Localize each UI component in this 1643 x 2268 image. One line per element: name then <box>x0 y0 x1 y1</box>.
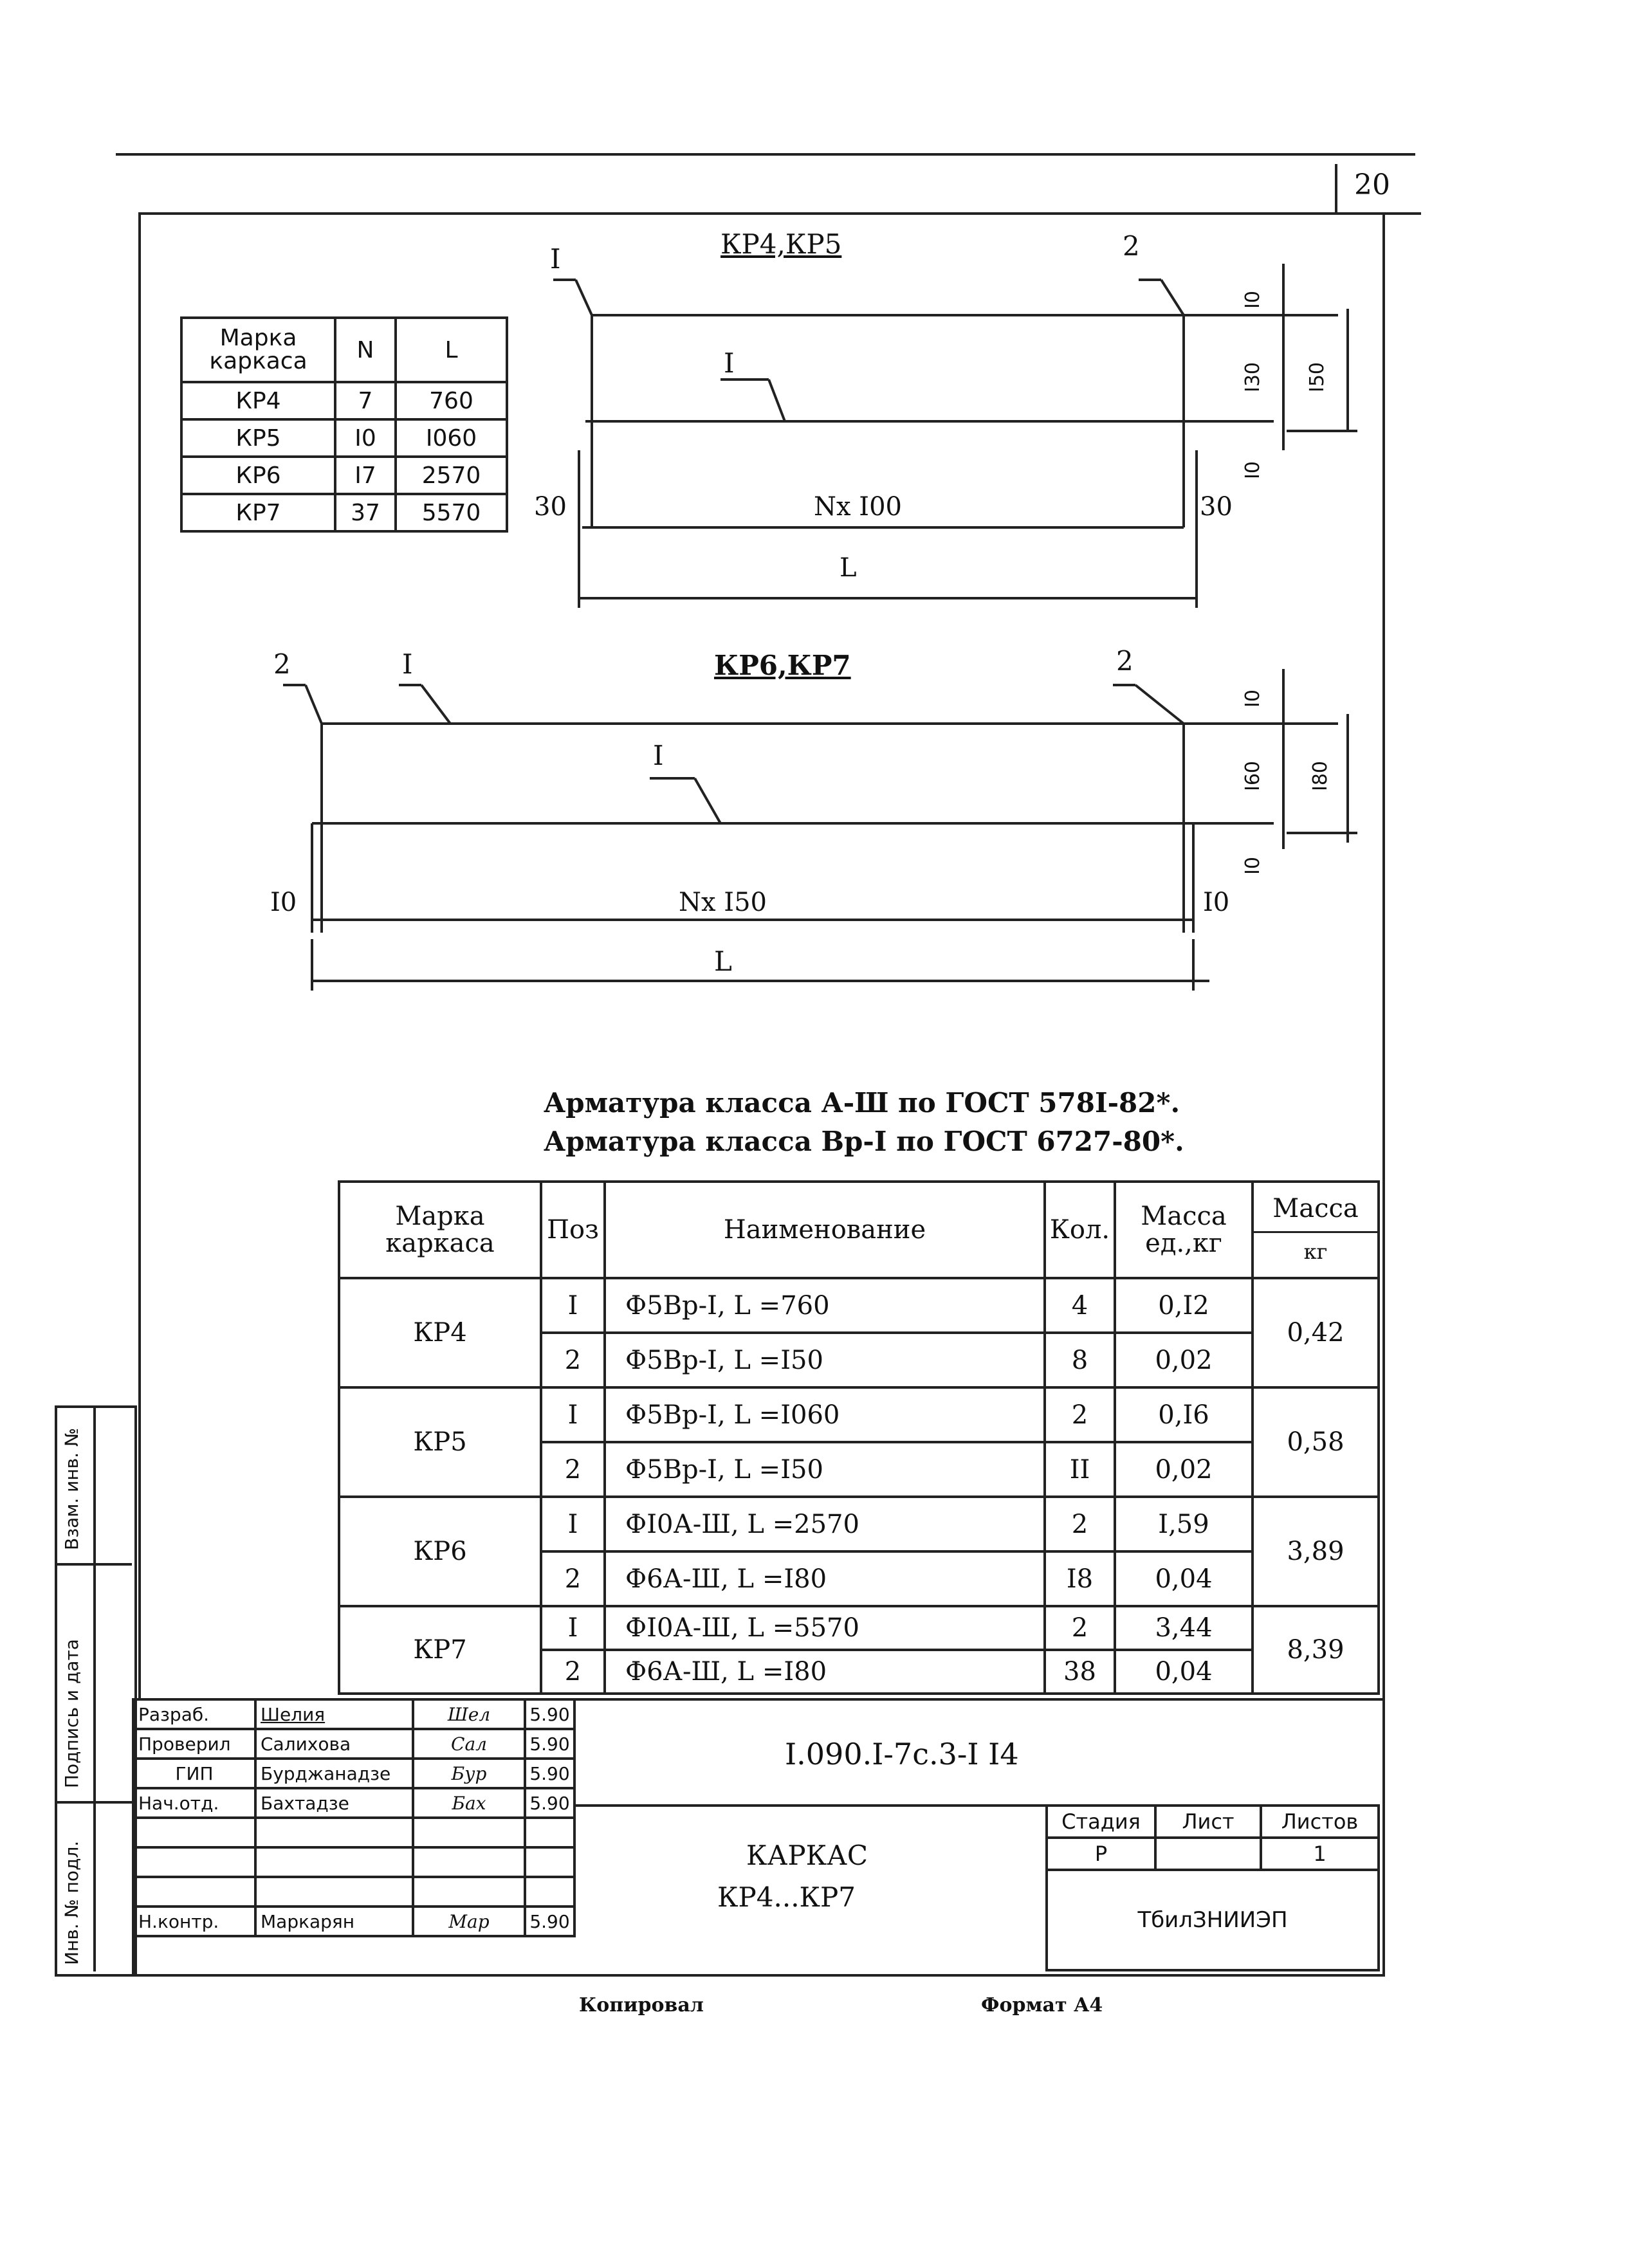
spec-name: Ф6А-Ш, L =I80 <box>605 1650 1045 1694</box>
stage-value: Р <box>1047 1838 1155 1870</box>
signature-table <box>132 1698 576 1937</box>
spec-unit-mass: 0,I2 <box>1115 1278 1253 1333</box>
spec-pos: 2 <box>541 1551 605 1606</box>
side-label-original-inv: Инв. № подл. <box>61 1840 82 1965</box>
spec-unit-mass: 3,44 <box>1115 1606 1253 1650</box>
sheets-value: 1 <box>1261 1838 1379 1870</box>
spec-name: Ф6А-Ш, L =I80 <box>605 1551 1045 1606</box>
spec-mark: КР4 <box>339 1278 541 1387</box>
spec-qty: I8 <box>1045 1551 1115 1606</box>
drawing1-dim-right: 30 <box>1200 492 1233 522</box>
drawing2-dim-top: I0 <box>1242 690 1264 708</box>
side-strip-divider <box>55 1563 132 1566</box>
key-header-l: L <box>445 336 458 363</box>
drawing2-callout: I <box>653 740 664 771</box>
top-border-line <box>116 153 1415 156</box>
document-code: I.090.I-7с.3-I I4 <box>785 1737 1019 1771</box>
drawing1-dim-length: L <box>840 553 857 583</box>
key-cell: КР5 <box>181 419 335 457</box>
spec-header-qty: Кол. <box>1045 1182 1115 1278</box>
drawing2-callout: I <box>402 648 413 680</box>
drawing-title-line2: КР4...КР7 <box>717 1881 856 1913</box>
spec-qty: 2 <box>1045 1606 1115 1650</box>
spec-pos: I <box>541 1387 605 1442</box>
spec-qty: 2 <box>1045 1387 1115 1442</box>
note-rebar-class-vr1: Арматура класса Вр-I по ГОСТ 6727-80*. <box>544 1126 1184 1157</box>
organization: ТбилЗНИИЭП <box>1047 1870 1379 1970</box>
footer-copied: Копировал <box>579 1994 704 2017</box>
spec-pos: 2 <box>541 1650 605 1694</box>
key-cell: 760 <box>396 382 507 419</box>
spec-qty: 2 <box>1045 1497 1115 1551</box>
key-cell: 7 <box>335 382 396 419</box>
spec-mass: 0,42 <box>1253 1278 1379 1387</box>
drawing2-dim-middle: I60 <box>1242 760 1264 791</box>
key-cell: 37 <box>335 494 396 531</box>
spec-header-mass <box>1253 1182 1379 1278</box>
spec-name: Ф5Вр-I, L =I060 <box>605 1387 1045 1442</box>
sig-role: Нач.отд. <box>133 1788 255 1818</box>
spec-mark: КР5 <box>339 1387 541 1497</box>
sig-name: Бахтадзе <box>255 1788 413 1818</box>
page-number: 20 <box>1354 169 1390 201</box>
drawing1-callout: I <box>550 243 561 275</box>
sig-date: 5.90 <box>525 1699 574 1729</box>
key-cell: 5570 <box>396 494 507 531</box>
drawing2-dim-bottom: I0 <box>1242 857 1264 875</box>
spec-pos: 2 <box>541 1333 605 1387</box>
sig-name: Бурджанадзе <box>255 1759 413 1788</box>
key-table <box>180 316 508 533</box>
spec-mass: 3,89 <box>1253 1497 1379 1606</box>
spec-qty: 4 <box>1045 1278 1115 1333</box>
spec-header-name: Наименование <box>605 1182 1045 1278</box>
specification-table <box>338 1180 1380 1695</box>
key-cell: I060 <box>396 419 507 457</box>
spec-name: Ф5Вр-I, L =I50 <box>605 1442 1045 1497</box>
drawing-title-line1: КАРКАС <box>746 1840 868 1871</box>
spec-header-mass-label: Масса <box>1272 1193 1359 1223</box>
sig-role: ГИП <box>133 1759 255 1788</box>
spec-unit-mass: 0,02 <box>1115 1442 1253 1497</box>
sig-date: 5.90 <box>525 1729 574 1759</box>
spec-unit-mass: 0,02 <box>1115 1333 1253 1387</box>
drawing2-dim-right: I0 <box>1203 888 1230 917</box>
spec-name: Ф5Вр-I, L =I50 <box>605 1333 1045 1387</box>
side-strip-divider <box>55 1801 132 1804</box>
spec-mark: КР6 <box>339 1497 541 1606</box>
key-cell: КР4 <box>181 382 335 419</box>
drawing1-dim-left: 30 <box>534 492 567 522</box>
spec-header-pos: Поз <box>541 1182 605 1278</box>
footer-format: Формат А4 <box>981 1994 1103 2017</box>
drawing1-dim-middle: I30 <box>1242 361 1264 392</box>
spec-pos: I <box>541 1606 605 1650</box>
spec-unit-mass: I,59 <box>1115 1497 1253 1551</box>
drawing1-dim-top: I0 <box>1242 291 1264 309</box>
drawing2-title: КР6,КР7 <box>714 650 851 681</box>
key-cell: 2570 <box>396 457 507 494</box>
drawing1-title: КР4,КР5 <box>721 228 842 260</box>
sheets-label: Листов <box>1261 1806 1379 1838</box>
drawing2-dim-left: I0 <box>270 888 297 917</box>
signature: Бах <box>413 1788 525 1818</box>
spec-unit-mass: 0,04 <box>1115 1551 1253 1606</box>
spec-pos: I <box>541 1497 605 1551</box>
sig-role: Разраб. <box>133 1699 255 1729</box>
drawing2-callout: 2 <box>1116 645 1134 677</box>
spec-name: Ф5Вр-I, L =760 <box>605 1278 1045 1333</box>
spec-qty: II <box>1045 1442 1115 1497</box>
drawing1-dim-center: Nx I00 <box>814 492 902 522</box>
sheet-label: Лист <box>1155 1806 1261 1838</box>
sig-name: Салихова <box>255 1729 413 1759</box>
signature: Мар <box>413 1907 525 1936</box>
sig-name: Шелия <box>255 1699 413 1729</box>
drawing2-dim-total: I80 <box>1309 760 1332 791</box>
sheet-value <box>1155 1838 1261 1870</box>
spec-unit-mass: 0,04 <box>1115 1650 1253 1694</box>
spec-qty: 8 <box>1045 1333 1115 1387</box>
sig-date: 5.90 <box>525 1788 574 1818</box>
spec-mark: КР7 <box>339 1606 541 1694</box>
key-cell: КР7 <box>181 494 335 531</box>
key-cell: I7 <box>335 457 396 494</box>
cage-drawing-kp4-kp5 <box>515 238 1402 624</box>
drawing1-dim-bottom: I0 <box>1242 461 1264 479</box>
spec-header-unit-mass: Масса ед.,кг <box>1115 1182 1253 1278</box>
spec-mass: 8,39 <box>1253 1606 1379 1694</box>
spec-header-mark: Марка каркаса <box>339 1182 541 1278</box>
spec-mass: 0,58 <box>1253 1387 1379 1497</box>
spec-name: ФI0А-Ш, L =5570 <box>605 1606 1045 1650</box>
spec-unit-mass: 0,I6 <box>1115 1387 1253 1442</box>
key-header-mark: Марка каркаса <box>209 325 307 374</box>
signature: Бур <box>413 1759 525 1788</box>
drawing1-callout: 2 <box>1123 230 1140 262</box>
stage-table <box>1045 1804 1380 1971</box>
spec-qty: 38 <box>1045 1650 1115 1694</box>
side-label-signature-date: Подпись и дата <box>61 1639 82 1788</box>
signature: Сал <box>413 1729 525 1759</box>
sig-role: Н.контр. <box>133 1907 255 1936</box>
key-cell: КР6 <box>181 457 335 494</box>
sig-name: Маркарян <box>255 1907 413 1936</box>
key-header-n: N <box>356 336 374 363</box>
drawing2-callout: 2 <box>273 648 291 680</box>
side-label-replaced-inv: Взам. инв. № <box>61 1427 82 1550</box>
drawing1-dim-total: I50 <box>1306 361 1328 392</box>
drawing2-dim-center: Nx I50 <box>679 888 767 917</box>
note-rebar-class-a3: Арматура класса А-Ш по ГОСТ 578I-82*. <box>544 1087 1180 1119</box>
sig-role: Проверил <box>133 1729 255 1759</box>
signature: Шел <box>413 1699 525 1729</box>
spec-pos: I <box>541 1278 605 1333</box>
drawing1-callout: I <box>724 347 735 379</box>
spec-name: ФI0А-Ш, L =2570 <box>605 1497 1045 1551</box>
stage-label: Стадия <box>1047 1806 1155 1838</box>
spec-pos: 2 <box>541 1442 605 1497</box>
sig-date: 5.90 <box>525 1759 574 1788</box>
cage-drawing-kp6-kp7 <box>257 643 1402 1029</box>
drawing2-dim-length: L <box>714 946 732 977</box>
sig-date: 5.90 <box>525 1907 574 1936</box>
side-strip-divider <box>93 1405 96 1971</box>
key-cell: I0 <box>335 419 396 457</box>
spec-header-mass-unit: кг <box>1254 1231 1377 1265</box>
